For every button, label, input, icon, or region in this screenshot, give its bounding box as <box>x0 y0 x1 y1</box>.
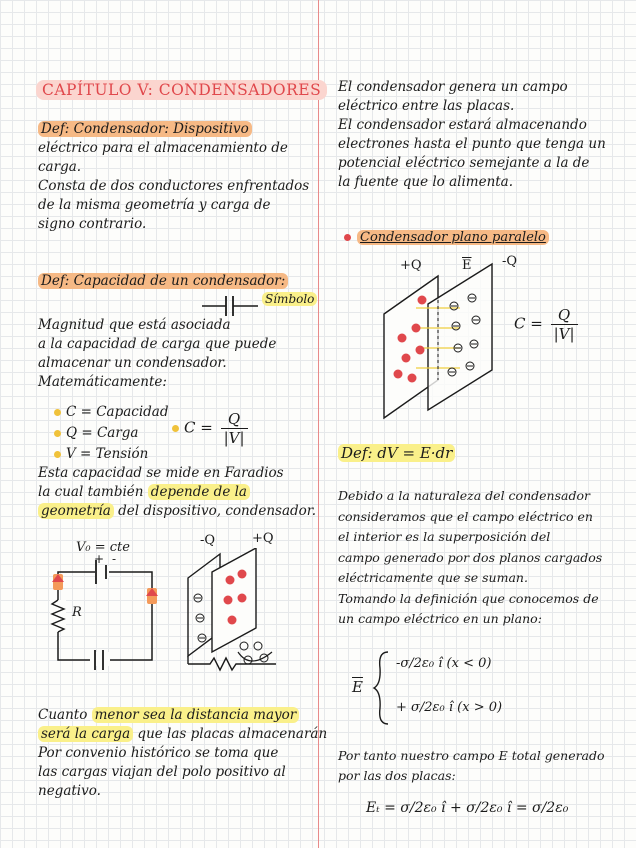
text-line: carga. <box>38 159 82 175</box>
def2-heading: Def: Capacidad de un condensador: <box>38 273 288 289</box>
text-line: potencial eléctrico semejante a la de <box>338 155 590 171</box>
circuit-plus: + <box>94 552 105 566</box>
circuit-plates-diagram <box>180 548 280 672</box>
plate-plus-q: +Q <box>400 258 422 273</box>
total-field-formula: Eₜ = σ/2ε₀ î + σ/2ε₀ î = σ/2ε₀ <box>366 800 569 816</box>
text-line: electrones hasta el punto que tenga un <box>338 136 606 152</box>
text-line: la cual también <box>38 484 144 500</box>
highlight-geometry-2: geometría <box>38 503 114 519</box>
total-field-text <box>338 746 608 786</box>
bullet-dot-icon <box>54 451 61 458</box>
bullet-dot-icon <box>54 430 61 437</box>
circuit-r-label: R <box>72 605 82 620</box>
text-line: Por convenio histórico se toma que <box>38 745 279 761</box>
circuit-v0-label: V₀ = cte <box>76 540 130 555</box>
text-line: un campo eléctrico en un plano: <box>338 611 542 626</box>
chapter-title: CAPÍTULO V: CONDENSADORES <box>36 80 327 100</box>
text-line: eléctrico entre las placas. <box>338 98 515 114</box>
circuit-minus: - <box>112 552 117 566</box>
var-item: V = Tensión <box>66 446 149 462</box>
plate-e: $\overline{E}$ <box>462 258 472 273</box>
text-line: almacenar un condensador. <box>38 355 227 371</box>
text-line: eléctricamente que se suman. <box>338 570 528 585</box>
bullet-dot-icon <box>344 234 351 241</box>
field-case-negative: -σ/2ε₀ î (x < 0) <box>396 656 492 671</box>
field-symbol: $\overline{E}$ <box>352 678 363 696</box>
text-line: las cargas viajan del polo positivo al <box>38 764 286 780</box>
text-line: Cuanto <box>38 707 88 723</box>
highlight-geometry-1: depende de la <box>148 484 250 500</box>
def1-heading: Def: Condensador: Dispositivo <box>38 121 252 137</box>
faradios-text <box>38 464 317 521</box>
circuit-minus-q: -Q <box>200 533 216 548</box>
text-line: de la misma geometría y carga de <box>38 197 271 213</box>
definition-condensador <box>38 120 310 234</box>
text-line: campo generado por dos planos cargados <box>338 549 603 565</box>
plate-formula <box>514 306 581 343</box>
text-line: signo contrario. <box>38 216 147 232</box>
text-line: Magnitud que está asociada <box>38 317 231 333</box>
formula2-den: |V| <box>553 325 575 343</box>
formula2-lhs: C = <box>514 314 543 333</box>
symbol-label: Símbolo <box>262 292 317 306</box>
capacidad-description <box>38 316 310 392</box>
text-line: consideramos que el campo eléctrico en <box>338 508 593 524</box>
text-line: El condensador estará almacenando <box>338 117 587 133</box>
circuit-plus-q: +Q <box>252 531 274 546</box>
text-line: que las placas almacenarán <box>137 726 328 742</box>
section-heading-wrap <box>344 230 549 245</box>
def3-heading: Def: dV = E·dr <box>338 444 455 462</box>
formula-num: Q <box>221 410 248 429</box>
bullet-dot-icon <box>172 425 179 432</box>
text-line: Debido a la naturaleza del condensador <box>338 488 590 503</box>
bottom-note <box>38 706 328 801</box>
parallel-plate-diagram <box>376 262 502 422</box>
symbol-label-wrap <box>262 292 317 306</box>
field-case-positive: + σ/2ε₀ î (x > 0) <box>396 700 503 715</box>
text-line: la fuente que lo alimenta. <box>338 174 514 190</box>
highlight-distance: menor sea la distancia mayor <box>92 707 300 723</box>
text-line: El condensador genera un campo <box>338 79 568 95</box>
text-line: por las dos placas: <box>338 768 456 783</box>
bullet-dot-icon <box>54 409 61 416</box>
var-item: Q = Carga <box>66 425 139 441</box>
text-line: Por tanto nuestro campo E total generado <box>338 748 605 763</box>
plate-minus-q: -Q <box>502 254 518 269</box>
formula-den: |V| <box>223 429 245 447</box>
rc-circuit-diagram <box>40 552 172 670</box>
text-line: Tomando la definición que conocemos de <box>338 590 599 606</box>
text-line: el interior es la superposición del <box>338 529 551 544</box>
text-line: negativo. <box>38 783 101 799</box>
capacitance-formula <box>172 410 251 447</box>
superposition-text <box>338 486 608 630</box>
var-item: C = Capacidad <box>66 404 169 420</box>
definition-capacidad <box>38 272 310 291</box>
def3-wrap <box>338 444 455 462</box>
brace-icon <box>372 650 392 726</box>
text-line: eléctrico para el almacenamiento de <box>38 140 288 156</box>
formula2-num: Q <box>551 306 578 325</box>
text-line: a la capacidad de carga que puede <box>38 336 277 352</box>
text-line: del dispositivo, condensador. <box>118 503 317 519</box>
chapter-title-wrap <box>36 80 327 100</box>
text-line: Consta de dos conductores enfrentados <box>38 178 310 194</box>
highlight-carga: será la carga <box>38 726 133 742</box>
text-line: Esta capacidad se mide en Faradios <box>38 465 284 481</box>
text-line: Matemáticamente: <box>38 374 167 390</box>
section-heading: Condensador plano paralelo <box>357 230 549 245</box>
formula-lhs: C = <box>184 418 213 437</box>
intro-text <box>338 78 608 192</box>
